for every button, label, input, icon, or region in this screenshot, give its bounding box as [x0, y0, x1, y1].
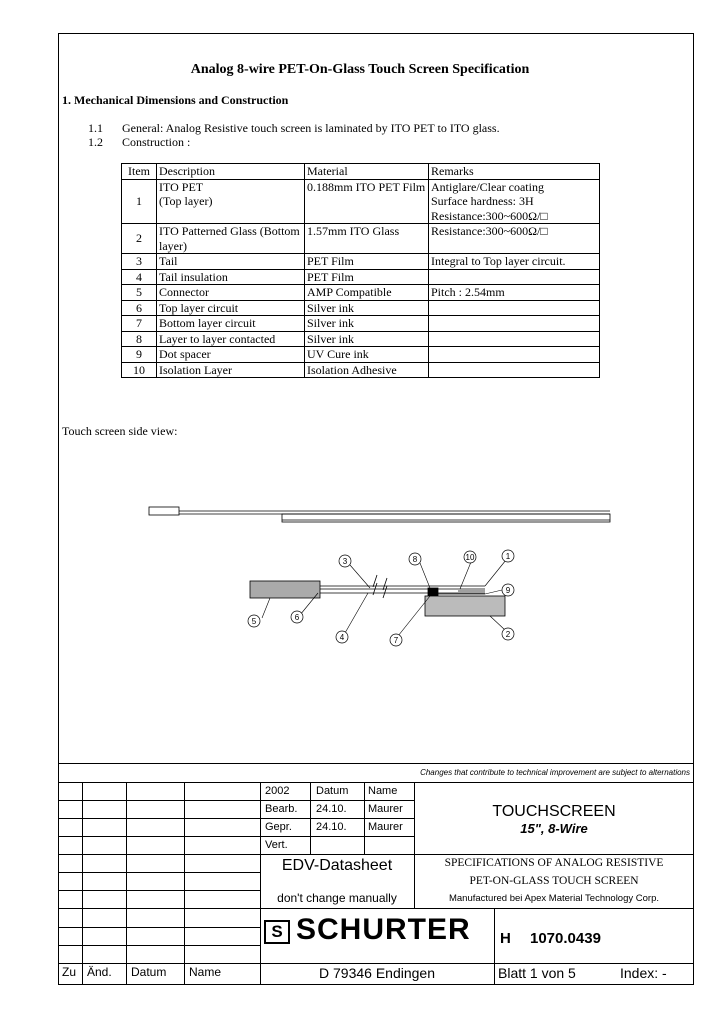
cell-material-line: 0.188mm ITO PET Film: [307, 179, 426, 194]
cell-item: [122, 179, 157, 224]
cell-description-line: Connector: [159, 285, 209, 299]
cell-material: [305, 331, 429, 347]
cell-remarks: [429, 224, 600, 254]
divider: [364, 782, 365, 854]
cell-description-line: ITO Patterned Glass (Bottom: [159, 224, 300, 238]
table-row: [122, 347, 600, 363]
and-label: Änd.: [87, 965, 112, 979]
cell-description: [157, 269, 305, 285]
divider: [58, 963, 694, 964]
cell-remarks-line: Resistance:300~600Ω/□: [431, 208, 548, 223]
cell-description-line: Isolation Layer: [159, 362, 232, 377]
callout-label: 3: [342, 557, 348, 566]
callout-label: 10: [465, 553, 475, 562]
cell-item: [122, 347, 157, 363]
cell-description-line: [159, 209, 302, 224]
cell-description-line: Tail: [159, 254, 178, 268]
bearb-date: 24.10.: [316, 803, 347, 815]
cell-item: [122, 269, 157, 285]
item-number: 2: [136, 231, 142, 246]
bearb-label: Bearb.: [265, 803, 298, 815]
cell-description: [157, 331, 305, 347]
gepr-name: Maurer: [368, 821, 403, 833]
cell-description: [157, 316, 305, 332]
divider: [260, 782, 261, 985]
cell-description: [157, 300, 305, 316]
cell-description: [157, 179, 305, 224]
cell-remarks: [429, 254, 600, 270]
cell-item: [122, 331, 157, 347]
doc-number: 1070.0439: [530, 930, 601, 947]
cell-item: [122, 316, 157, 332]
table-row: [122, 331, 600, 347]
cell-remarks: [429, 300, 600, 316]
schurter-logo-icon: S: [264, 920, 290, 944]
year: 2002: [265, 785, 290, 797]
cell-remarks: [429, 362, 600, 378]
divider: [58, 818, 414, 819]
cell-item: [122, 362, 157, 378]
product-name: TOUCHSCREEN: [492, 803, 616, 820]
gepr-label: Gepr.: [265, 821, 292, 833]
cell-material: [305, 179, 429, 224]
cell-remarks-line: [431, 332, 597, 347]
callout-label: 7: [393, 636, 399, 645]
item-number: 1.1: [88, 121, 103, 135]
cell-description-line: Bottom layer circuit: [159, 316, 256, 330]
manufacturer: Manufactured bei Apex Material Technology Corp.: [448, 893, 659, 904]
item-number: 9: [136, 347, 142, 361]
index-label: Index: -: [620, 965, 667, 981]
cell-material-line: UV Cure ink: [307, 347, 369, 361]
cell-remarks: [429, 269, 600, 285]
item-text: General: Analog Resistive touch screen is laminated by ITO PET to ITO glass.: [122, 121, 500, 135]
cell-material-line: PET Film: [307, 254, 354, 268]
cell-remarks-line: Pitch : 2.54mm: [431, 285, 505, 299]
divider: [58, 927, 260, 928]
cell-material: [305, 362, 429, 378]
header-remarks: Remarks: [429, 164, 600, 180]
cell-material: [305, 224, 429, 254]
item-number: 1.2: [88, 135, 103, 149]
cell-remarks: [429, 316, 600, 332]
cell-remarks-line: Antiglare/Clear coating: [431, 179, 544, 194]
item-number: 6: [136, 300, 142, 315]
cell-material-line: [307, 209, 426, 224]
divider: [414, 782, 415, 908]
divider: [494, 908, 495, 985]
cell-description-line: ITO PET: [159, 179, 204, 194]
item-number: 3: [136, 254, 142, 268]
cell-remarks-line: [431, 363, 597, 378]
cell-item: [122, 285, 157, 301]
cell-material-line: [307, 239, 426, 254]
divider: [58, 872, 260, 873]
cell-description-line: Tail insulation: [159, 269, 228, 284]
cell-remarks-line: [431, 239, 597, 254]
divider: [82, 782, 83, 985]
divider: [58, 836, 414, 837]
cell-remarks-line: [431, 316, 597, 331]
name-header: Name: [368, 785, 398, 797]
item-number: 7: [136, 316, 142, 330]
zu-label: Zu: [62, 965, 77, 979]
cell-item: [122, 300, 157, 316]
header-material: Material: [305, 164, 429, 180]
cell-description: [157, 285, 305, 301]
callout-label: 5: [251, 617, 257, 626]
divider: [310, 782, 311, 854]
callout-label: 9: [505, 586, 511, 595]
cell-remarks-line: Integral to Top layer circuit.: [431, 254, 566, 268]
cell-remarks: [429, 331, 600, 347]
table-row: [122, 362, 600, 378]
divider: [58, 854, 694, 855]
item-text: Construction :: [122, 135, 191, 149]
cell-material-line: [307, 194, 426, 209]
divider: [58, 763, 694, 764]
table-row: [122, 269, 600, 285]
item-number: 8: [136, 331, 142, 346]
cell-material: [305, 347, 429, 363]
callout-label: 8: [412, 555, 418, 564]
divider: [184, 782, 185, 985]
item-number: 4: [136, 269, 142, 284]
table-row: [122, 224, 600, 254]
cell-material: [305, 269, 429, 285]
divider: [58, 890, 260, 891]
cell-material-line: Silver ink: [307, 331, 354, 346]
layer-stack-top: [149, 507, 610, 522]
cell-remarks-line: [431, 347, 597, 362]
spec-line-1: SPECIFICATIONS OF ANALOG RESISTIVE: [444, 857, 664, 869]
cell-material: [305, 254, 429, 270]
cell-item: [122, 254, 157, 270]
divider: [58, 908, 694, 909]
cell-remarks: [429, 285, 600, 301]
cell-material: [305, 300, 429, 316]
cell-remarks-line: Surface hardness: 3H: [431, 194, 534, 208]
table-row: [122, 316, 600, 332]
cell-description-line: Dot spacer: [159, 347, 211, 361]
cell-remarks-line: [431, 301, 597, 316]
bearb-name: Maurer: [368, 803, 403, 815]
header-item: Item: [122, 164, 157, 180]
section-heading: 1. Mechanical Dimensions and Construction: [62, 93, 289, 107]
cell-description-line: layer): [159, 238, 187, 253]
cross-section: [250, 575, 505, 616]
gepr-date: 24.10.: [316, 821, 347, 833]
cell-remarks: [429, 347, 600, 363]
cell-description-line: Layer to layer contacted: [159, 331, 276, 346]
callout-label: 6: [294, 613, 300, 622]
cell-description-line: (Top layer): [159, 194, 213, 208]
divider: [58, 782, 694, 783]
spec-line-2: PET-ON-GLASS TOUCH SCREEN: [469, 875, 639, 887]
cell-material: [305, 285, 429, 301]
header-description: Description: [157, 164, 305, 180]
cell-remarks-line: Resistance:300~600Ω/□: [431, 224, 548, 238]
datum-label: Datum: [131, 965, 167, 979]
cell-material: [305, 316, 429, 332]
cell-material-line: 1.57mm ITO Glass: [307, 224, 400, 238]
cell-item: [122, 224, 157, 254]
vert-label: Vert.: [265, 839, 288, 851]
table-header-row: [122, 164, 600, 180]
side-view-caption: Touch screen side view:: [62, 424, 178, 438]
construction-table: [121, 163, 600, 378]
cell-material-line: Silver ink: [307, 316, 354, 330]
callout-label: 2: [505, 630, 511, 639]
side-view-drawing: [140, 490, 640, 660]
cell-material-line: Silver ink: [307, 300, 354, 315]
cell-material-line: Isolation Adhesive: [307, 362, 397, 377]
item-number: 1: [136, 194, 142, 208]
cell-remarks: [429, 179, 600, 224]
cell-remarks-line: [431, 270, 597, 285]
alteration-note: Changes that contribute to technical improvement are subject to alternations: [420, 768, 690, 777]
cell-description: [157, 224, 305, 254]
divider: [58, 800, 414, 801]
callout-label: 1: [505, 552, 511, 561]
callout-label: 4: [339, 633, 345, 642]
edv-datasheet: EDV-Datasheet: [281, 857, 393, 874]
cell-material-line: PET Film: [307, 269, 354, 284]
datum-header: Datum: [316, 785, 349, 797]
product-subtitle: 15", 8-Wire: [520, 821, 588, 836]
cell-material-line: AMP Compatible: [307, 285, 392, 299]
table-row: [122, 254, 600, 270]
sheet-number: Blatt 1 von 5: [498, 965, 576, 981]
cell-description: [157, 362, 305, 378]
company-logo-text: SCHURTER: [296, 913, 471, 946]
divider: [126, 782, 127, 985]
doc-letter: H: [500, 930, 511, 947]
table-row: [122, 179, 600, 224]
divider: [58, 945, 260, 946]
name-label: Name: [189, 965, 222, 979]
table-row: [122, 285, 600, 301]
document-title: Analog 8-wire PET-On-Glass Touch Screen Specification: [190, 62, 530, 77]
table-row: [122, 300, 600, 316]
item-number: 10: [133, 362, 145, 377]
cell-description: [157, 347, 305, 363]
dont-change-note: don't change manually: [277, 891, 397, 905]
address: D 79346 Endingen: [319, 965, 435, 981]
cell-description-line: Top layer circuit: [159, 300, 239, 315]
cell-description: [157, 254, 305, 270]
item-number: 5: [136, 285, 142, 299]
